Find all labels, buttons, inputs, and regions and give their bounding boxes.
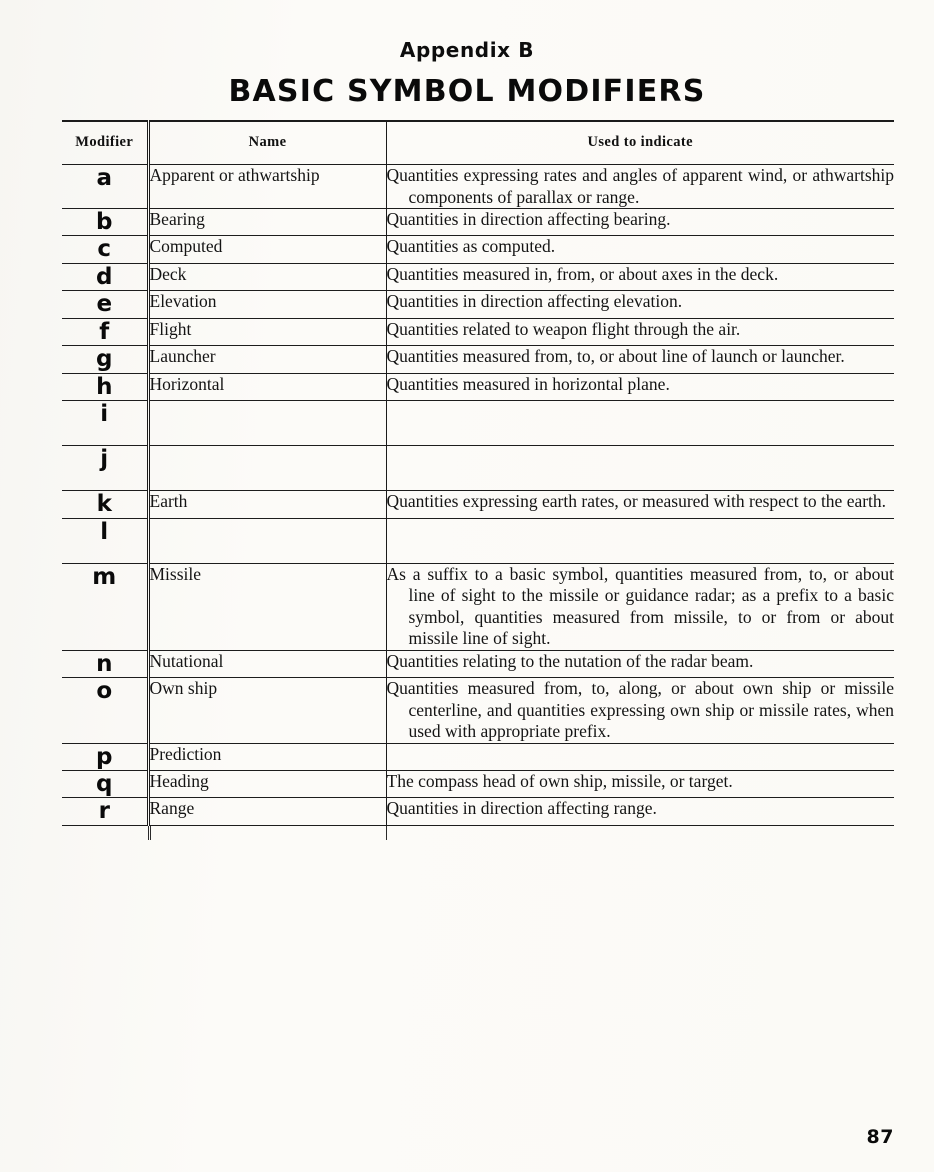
modifier-letter: e xyxy=(62,291,148,318)
modifiers-table-container xyxy=(62,120,894,840)
modifier-letter: a xyxy=(62,165,148,209)
modifier-letter: h xyxy=(62,373,148,400)
table-row xyxy=(62,373,894,400)
modifier-name-text: Prediction xyxy=(149,743,222,764)
modifier-letter: f xyxy=(62,318,148,345)
column-header-name: Name xyxy=(148,121,386,165)
modifier-description xyxy=(386,563,894,650)
modifier-description xyxy=(386,771,894,798)
modifier-name-text: Missile xyxy=(149,563,202,584)
column-header-modifier: Modifier xyxy=(62,121,148,165)
table-header-row xyxy=(62,121,894,165)
modifier-description xyxy=(386,165,894,209)
modifier-description xyxy=(386,263,894,290)
table-row xyxy=(62,678,894,744)
modifier-name xyxy=(148,771,386,798)
modifier-name-text: Nutational xyxy=(149,650,224,671)
table-row xyxy=(62,491,894,518)
modifier-name xyxy=(148,491,386,518)
modifier-name xyxy=(148,236,386,263)
table-row xyxy=(62,401,894,446)
modifier-description xyxy=(386,678,894,744)
modifier-description xyxy=(386,236,894,263)
modifier-description-text: Quantities relating to the nutation of the radar beam. xyxy=(386,650,754,671)
table-row xyxy=(62,236,894,263)
modifier-description xyxy=(386,446,894,491)
modifier-name xyxy=(148,346,386,373)
modifier-name-text: Apparent or athwartship xyxy=(149,165,320,185)
appendix-label: Appendix B xyxy=(399,38,535,62)
modifier-name xyxy=(148,743,386,770)
modifier-name-text: Earth xyxy=(149,491,188,512)
modifier-description xyxy=(386,209,894,236)
modifier-description-text: As a suffix to a basic symbol, quantities measured from, to, or about line of sight to the missile or guidance radar; as a prefix to a basic symbol, quantities measured from missile, to or from or about missile line of sight. xyxy=(386,563,894,649)
modifier-letter: l xyxy=(62,518,148,563)
modifier-description xyxy=(386,318,894,345)
table-header xyxy=(62,121,894,165)
modifier-description-text: Quantities in direction affecting elevation. xyxy=(386,291,683,312)
modifier-name-text: Computed xyxy=(149,236,223,257)
modifier-name xyxy=(148,263,386,290)
modifier-letter: k xyxy=(62,491,148,518)
column-rule-stub-name xyxy=(386,826,387,840)
column-rule-stub-modifier xyxy=(148,826,151,840)
modifier-name xyxy=(148,291,386,318)
modifier-name-text: Flight xyxy=(149,318,192,339)
modifier-name xyxy=(148,209,386,236)
modifier-description-text: Quantities measured from, to, along, or about own ship or missile centerline, and quantities expressing own ship or missile rates, when used with appropriate prefix. xyxy=(386,678,894,742)
modifier-description-text: Quantities related to weapon flight through the air. xyxy=(386,318,741,339)
table-row xyxy=(62,346,894,373)
table-row xyxy=(62,650,894,677)
table-row xyxy=(62,798,894,825)
modifier-description-text: Quantities as computed. xyxy=(386,236,556,257)
modifier-name xyxy=(148,165,386,209)
modifier-name-text: Elevation xyxy=(149,291,217,312)
table-row xyxy=(62,318,894,345)
modifier-letter: c xyxy=(62,236,148,263)
modifier-name-text: Launcher xyxy=(149,346,216,367)
table-row xyxy=(62,209,894,236)
table-row xyxy=(62,563,894,650)
modifier-name xyxy=(148,318,386,345)
table-row xyxy=(62,771,894,798)
table-row xyxy=(62,291,894,318)
modifier-name xyxy=(148,678,386,744)
modifier-name xyxy=(148,373,386,400)
modifier-description-text: Quantities expressing rates and angles of apparent wind, or athwartship components of parallax or range. xyxy=(386,165,894,207)
modifier-description xyxy=(386,491,894,518)
modifier-name xyxy=(148,401,386,446)
basic-symbol-modifiers-table xyxy=(62,120,894,826)
modifier-description xyxy=(386,291,894,318)
table-row xyxy=(62,263,894,290)
modifier-description xyxy=(386,650,894,677)
modifier-name-text: Heading xyxy=(149,771,209,792)
modifier-letter: m xyxy=(62,563,148,650)
table-row xyxy=(62,743,894,770)
modifier-description xyxy=(386,743,894,770)
modifier-description-text: The compass head of own ship, missile, or target. xyxy=(386,771,733,792)
table-bottom-rule-stubs xyxy=(62,826,894,840)
modifier-letter: b xyxy=(62,209,148,236)
table-row xyxy=(62,165,894,209)
modifier-description xyxy=(386,401,894,446)
table-row xyxy=(62,446,894,491)
modifier-letter: n xyxy=(62,650,148,677)
modifier-letter: p xyxy=(62,743,148,770)
table-row xyxy=(62,518,894,563)
modifier-description-text: Quantities measured in horizontal plane. xyxy=(386,373,670,394)
modifier-description xyxy=(386,373,894,400)
modifier-name-text: Deck xyxy=(149,263,187,284)
modifier-description-text: Quantities in direction affecting range. xyxy=(386,798,657,819)
modifier-name-text: Range xyxy=(149,798,195,819)
modifier-description xyxy=(386,798,894,825)
modifier-name xyxy=(148,518,386,563)
modifier-letter: q xyxy=(62,771,148,798)
modifier-letter: o xyxy=(62,678,148,744)
column-header-used-to-indicate: Used to indicate xyxy=(386,121,894,165)
modifier-name-text: Own ship xyxy=(149,678,218,699)
modifier-name-text: Bearing xyxy=(149,209,205,230)
modifier-name xyxy=(148,446,386,491)
modifier-name xyxy=(148,563,386,650)
modifier-letter: r xyxy=(62,798,148,825)
modifier-description-text: Quantities measured in, from, or about axes in the deck. xyxy=(386,263,779,284)
table-body xyxy=(62,165,894,826)
modifier-description-text: Quantities in direction affecting bearing. xyxy=(386,209,671,230)
modifier-letter: g xyxy=(62,346,148,373)
modifier-name-text: Horizontal xyxy=(149,373,225,394)
modifier-letter: j xyxy=(62,446,148,491)
page-title: BASIC SYMBOL MODIFIERS xyxy=(228,74,706,109)
page-number: 87 xyxy=(866,1126,894,1148)
modifier-description xyxy=(386,346,894,373)
modifier-description xyxy=(386,518,894,563)
modifier-description-text: Quantities expressing earth rates, or measured with respect to the earth. xyxy=(386,491,887,512)
modifier-description-text: Quantities measured from, to, or about line of launch or launcher. xyxy=(386,346,845,367)
modifier-name xyxy=(148,650,386,677)
modifier-letter: i xyxy=(62,401,148,446)
modifier-letter: d xyxy=(62,263,148,290)
modifier-name xyxy=(148,798,386,825)
